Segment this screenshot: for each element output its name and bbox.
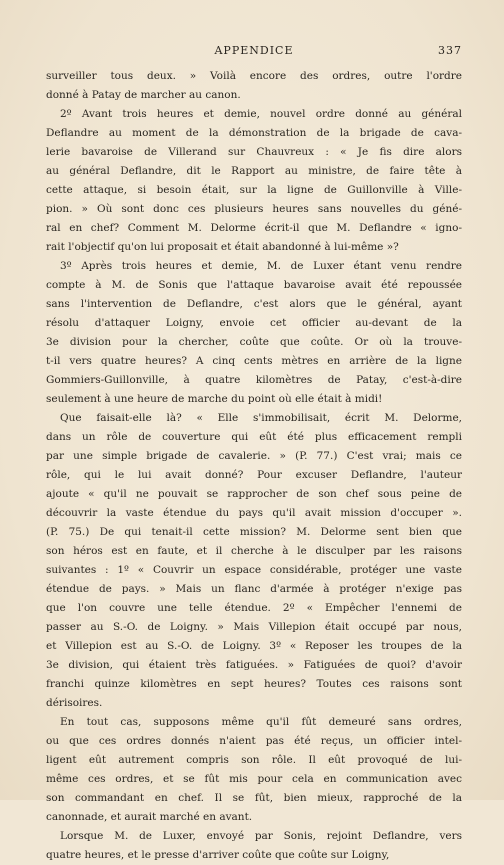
text-line: par une simple brigade de cavalerie. » (P. 77.) C'est vrai; mais ce [46,450,462,462]
text-line: résolu d'attaquer Loigny, envoie cet officier au-devant de la [46,317,462,329]
text-line: Lorsque M. de Luxer, envoyé par Sonis, rejoint Deflandre, vers [60,830,462,842]
text-line: étendue de pays. » Mais un flanc d'armée à protéger n'exige pas [46,583,462,595]
text-line: Deflandre au moment de la démonstration de la brigade de cava- [46,127,462,139]
text-line: pion. » Où sont donc ces plusieurs heures sans nouvelles du géné- [46,203,462,215]
text-line: ajoute « qu'il ne pouvait se rapprocher de son chef sous peine de [46,488,462,500]
text-line: rait l'objectif qu'on lui proposait et était abandonné à lui-même »? [46,241,399,253]
text-line: (P. 75.) De qui tenait-il cette mission? M. Delorme sent bien que [46,526,462,538]
page-number: 337 [438,44,462,57]
text-line: même ces ordres, et se fût mis pour cela en communication avec [46,773,462,785]
text-line: Que faisait-elle là? « Elle s'immobilisait, écrit M. Delorme, [60,412,462,424]
text-line: 3º Après trois heures et demie, M. de Luxer étant venu rendre [60,260,462,272]
text-line: cette attaque, si besoin était, sur la ligne de Guillonville à Ville- [46,184,462,196]
text-line: quatre heures, et le presse d'arriver coûte que coûte sur Loigny, [46,849,390,861]
text-line: son commandant en chef. Il se fût, bien mieux, rapproché de la [46,792,462,804]
text-line: dans un rôle de couverture qui eût été plus efficacement rempli [46,431,462,443]
paragraph [46,67,462,105]
text-line: sans l'intervention de Deflandre, c'est alors que le général, ayant [46,298,462,310]
text-line: et Villepion est au S.-O. de Loigny. 3º « Reposer les troupes de la [46,640,462,652]
text-line: 3e division, qui étaient très fatiguées. » Fatiguées de quoi? d'avoir [46,659,462,671]
text-line: au général Deflandre, dit le Rapport au ministre, de faire tête à [46,165,462,177]
text-line: seulement à une heure de marche du point où elle était à midi! [46,393,383,405]
text-line: ral en chef? Comment M. Delorme écrit-il que M. Deflandre « igno- [46,222,462,234]
text-line: surveiller tous deux. » Voilà encore des ordres, outre l'ordre [46,70,462,82]
paragraph [46,257,462,409]
text-line: canonnade, et aurait marché en avant. [46,811,253,823]
text-line: ligent eût autrement compris son rôle. Il eût provoqué de lui- [46,754,462,766]
text-line: passer au S.-O. de Loigny. » Mais Villepion était occupé par nous, [46,621,462,633]
body-text [46,67,462,865]
text-line: Gommiers-Guillonville, à quatre kilomètres de Patay, c'est-à-dire [46,374,462,386]
text-line: donné à Patay de marcher au canon. [46,89,241,101]
text-line: que l'on couvre une telle étendue. 2º « Empêcher l'ennemi de [46,602,462,614]
text-line: suivantes : 1º « Couvrir un espace considérable, protéger une vaste [46,564,462,576]
text-line: son héros est en faute, et il cherche à le disculper par les raisons [46,545,462,557]
text-line: franchi quinze kilomètres en sept heures? Toutes ces raisons sont [46,678,462,690]
text-line: découvrir la vaste étendue du pays qu'il avait mission d'occuper ». [46,507,462,519]
paragraph [46,713,462,827]
text-line: 2º Avant trois heures et demie, nouvel ordre donné au général [60,108,462,120]
text-line: compte à M. de Sonis que l'attaque bavaroise avait été repoussée [46,279,462,291]
paragraph [46,827,462,865]
paragraph [46,105,462,257]
text-line: rôle, qui le lui avait donné? Pour excuser Deflandre, l'auteur [46,469,462,481]
text-line: dérisoires. [46,697,103,709]
text-line: lerie bavaroise de Villerand sur Chauvreux : « Je fis dire alors [46,146,462,158]
text-line: 3e division pour la chercher, coûte que coûte. Or où la trouve- [46,336,462,348]
text-line: ou que ces ordres donnés n'aient pas été reçus, un officier intel- [46,735,462,747]
running-title: APPENDICE [214,44,294,57]
paragraph [46,409,462,713]
page-header [46,44,462,60]
text-line: En tout cas, supposons même qu'il fût demeuré sans ordres, [60,716,462,728]
text-line: t-il vers quatre heures? A cinq cents mètres en arrière de la ligne [46,355,462,367]
